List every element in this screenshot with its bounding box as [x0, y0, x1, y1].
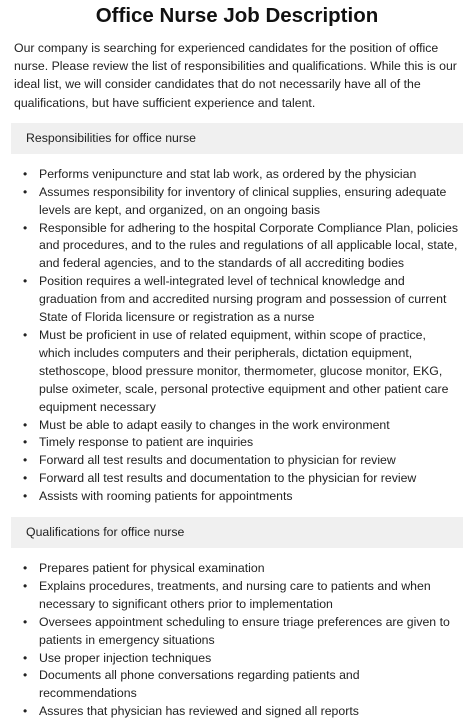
qualifications-header: Qualifications for office nurse: [11, 517, 463, 548]
bullet-icon: •: [23, 166, 28, 181]
responsibilities-list: [22, 166, 460, 506]
list-item: [22, 184, 460, 220]
bullet-icon: •: [23, 668, 28, 683]
page-title: Office Nurse Job Description: [95, 4, 379, 27]
list-item: [22, 703, 460, 721]
list-item-text: Assumes responsibility for inventory of clinical supplies, ensuring adequate levels are kept, and organized, on an ongoing basis: [39, 184, 447, 217]
list-item-text: Must be proficient in use of related equipment, within scope of practice, which includes computers and their peripherals, dictation equipment, stethoscope, blood pressure monitor, thermometer, glucose monitor, EKG, pulse oximeter, scale, personal protective equipment and other patient care equipment necessary: [39, 327, 449, 414]
list-item: [22, 166, 460, 184]
bullet-icon: •: [23, 614, 28, 629]
bullet-icon: •: [23, 578, 28, 593]
list-item: [22, 273, 460, 327]
bullet-icon: •: [23, 561, 28, 576]
bullet-icon: •: [23, 417, 28, 432]
list-item-text: Position requires a well-integrated level of technical knowledge and graduation from and accredited nursing program and possession of current State of Florida licensure or registration as a nurse: [39, 274, 447, 325]
bullet-icon: •: [23, 704, 28, 719]
list-item-text: Explains procedures, treatments, and nursing care to patients and when necessary to significant others prior to implementation: [39, 578, 431, 611]
bullet-icon: •: [23, 184, 28, 199]
list-item: [22, 488, 460, 506]
responsibilities-header: Responsibilities for office nurse: [11, 123, 463, 154]
list-item: [22, 650, 460, 668]
list-item-text: Performs venipuncture and stat lab work, as ordered by the physician: [39, 166, 417, 181]
list-item: [22, 220, 460, 274]
list-item: [22, 327, 460, 417]
qualifications-list: [22, 560, 460, 721]
list-item: [22, 417, 460, 435]
list-item: [22, 452, 460, 470]
bullet-icon: •: [23, 489, 28, 504]
list-item-text: Responsible for adhering to the hospital Corporate Compliance Plan, policies and procedures, and to the rules and regulations of all applicable local, state, and federal agencies, and to the standards of all accrediting bodies: [39, 220, 459, 271]
bullet-icon: •: [23, 274, 28, 289]
list-item: [22, 667, 460, 703]
list-item: [22, 434, 460, 452]
list-item: [22, 470, 460, 488]
list-item-text: Forward all test results and documentation to the physician for review: [39, 471, 417, 486]
bullet-icon: •: [23, 435, 28, 450]
list-item: [22, 578, 460, 614]
list-item-text: Documents all phone conversations regarding patients and recommendations: [39, 668, 360, 701]
list-item-text: Assures that physician has reviewed and signed all reports: [39, 704, 359, 719]
list-item-text: Use proper injection techniques: [39, 650, 212, 665]
list-item: [22, 560, 460, 578]
list-item: [22, 614, 460, 650]
list-item-text: Timely response to patient are inquiries: [39, 435, 254, 450]
list-item-text: Prepares patient for physical examination: [39, 561, 265, 576]
bullet-icon: •: [23, 453, 28, 468]
bullet-icon: •: [23, 471, 28, 486]
list-item-text: Forward all test results and documentation to physician for review: [39, 453, 396, 468]
list-item-text: Must be able to adapt easily to changes in the work environment: [39, 417, 390, 432]
bullet-icon: •: [23, 220, 28, 235]
list-item-text: Oversees appointment scheduling to ensure triage preferences are given to patients in emergency situations: [39, 614, 450, 647]
bullet-icon: •: [23, 327, 28, 342]
intro-paragraph: Our company is searching for experienced candidates for the position of office nurse. Please review the list of responsibilities and qualifications. While this is our ideal list, we will consider candidates that do not necessarily have all of the qualifications, but have sufficient experience and talent.: [14, 41, 457, 110]
list-item-text: Assists with rooming patients for appointments: [39, 489, 293, 504]
bullet-icon: •: [23, 650, 28, 665]
